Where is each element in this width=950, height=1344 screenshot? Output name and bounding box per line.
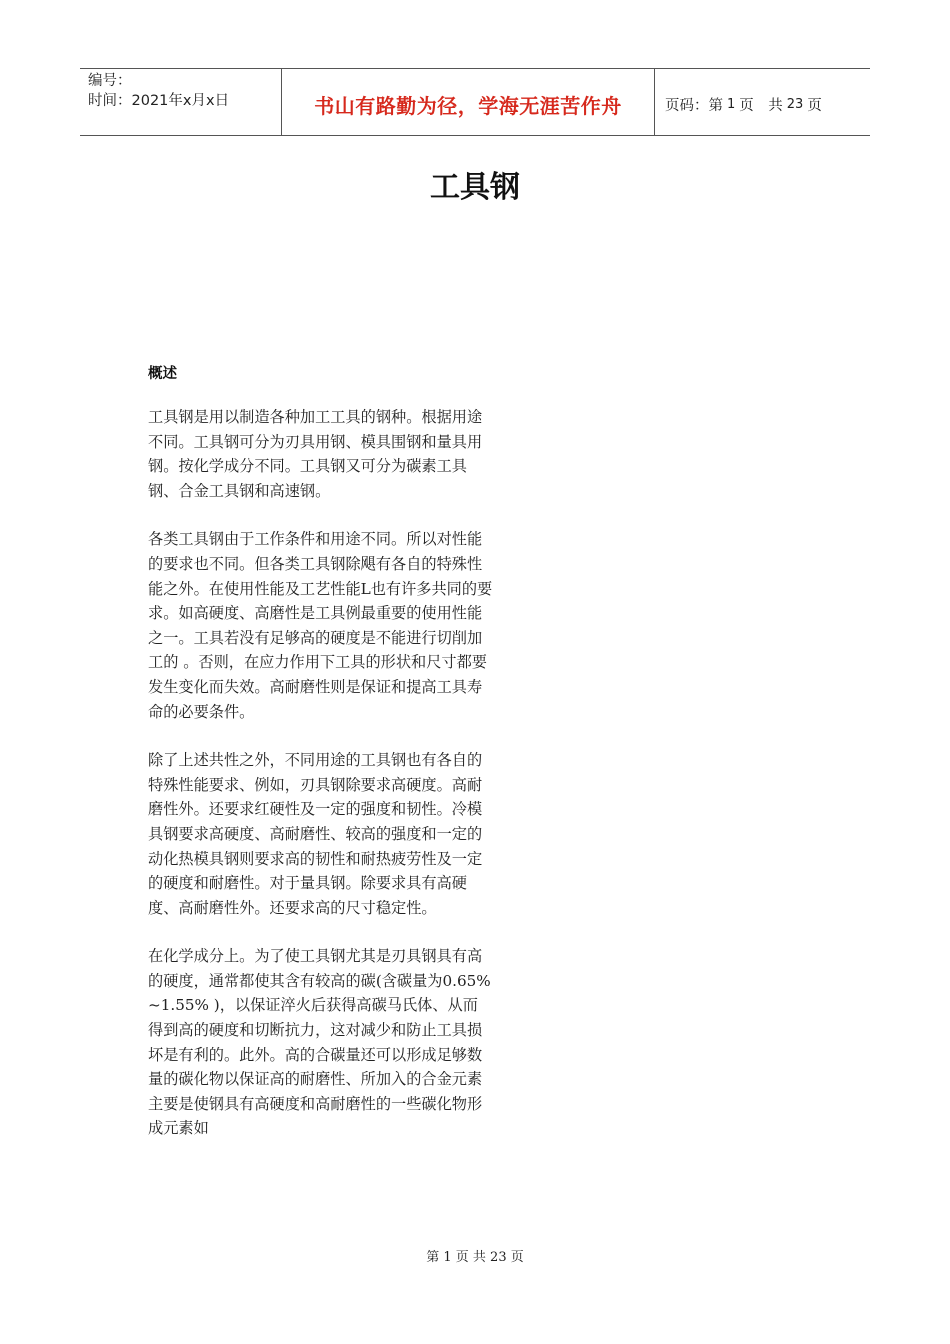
- page-total: 23: [786, 96, 804, 112]
- document-date: 时间：2021年x月x日: [88, 93, 230, 109]
- page-footer: 第 1 页 共 23 页: [426, 1250, 524, 1265]
- page-title: 工具钢: [430, 170, 520, 205]
- paragraph: 各类工具钢由于工作条件和用途不同。所以对性能的要求也不同。但各类工具钢除飓有各自的特殊性能之外。在使用性能及工艺性能L也有许多共同的要求。如高硬度、高磨性是工具例最重要的使用性能之一。工具若没有足够高的硬度是不能进行切削加工的 。否则，在应力作用下工具的形状和尺寸都要发生变化而失效。高耐磨性则是保证和提高工具寿命的必要条件。: [148, 530, 493, 721]
- motto-text: 书山有路勤为径，学海无涯苦作舟: [314, 93, 622, 118]
- header-motto-cell: [282, 69, 655, 135]
- header-meta-cell: [80, 69, 282, 135]
- section-heading: 概述: [148, 366, 177, 382]
- paragraph: 在化学成分上。为了使工具钢尤其是刃具钢具有高的硬度，通常都使其含有较高的碳(含碳量为0.65% ~1.55% )，以保证淬火后获得高碳马氏体、从而得到高的硬度和切断抗力，这对减少和防止工具损坏是有利的。此外。高的合碳量还可以形成足够数量的碳化物以保证高的耐磨性、所加入的合金元素主要是使钢具有高硬度和高耐磨性的一些碳化物形成元素如: [148, 947, 491, 1138]
- document-header: [80, 68, 870, 136]
- paragraph: 除了上述共性之外，不同用途的工具钢也有各自的特殊性能要求、例如，刃具钢除要求高硬度。高耐磨性外。还要求红硬性及一定的强度和韧性。冷模具钢要求高硬度、高耐磨性、较高的强度和一定的动化热模具钢则要求高的韧性和耐热疲劳性及一定的硬度和耐磨性。对于量具钢。除要求具有高硬度、高耐磨性外。还要求高的尺寸稳定性。: [148, 751, 483, 917]
- document-body: [148, 362, 493, 1165]
- page-mid: 页 共: [739, 97, 783, 114]
- document-number-label: 编号：: [88, 73, 132, 89]
- page-suffix: 页: [807, 97, 822, 114]
- paragraph: 工具钢是用以制造各种加工工具的钢种。根据用途不同。工具钢可分为刃具用钢、模具围钢和量具用钢。按化学成分不同。工具钢又可分为碳素工具钢、合金工具钢和高速钢。: [148, 408, 483, 500]
- page-current: 1: [727, 96, 736, 112]
- page-prefix: 页码：第: [665, 97, 723, 114]
- header-page-cell: [655, 69, 870, 135]
